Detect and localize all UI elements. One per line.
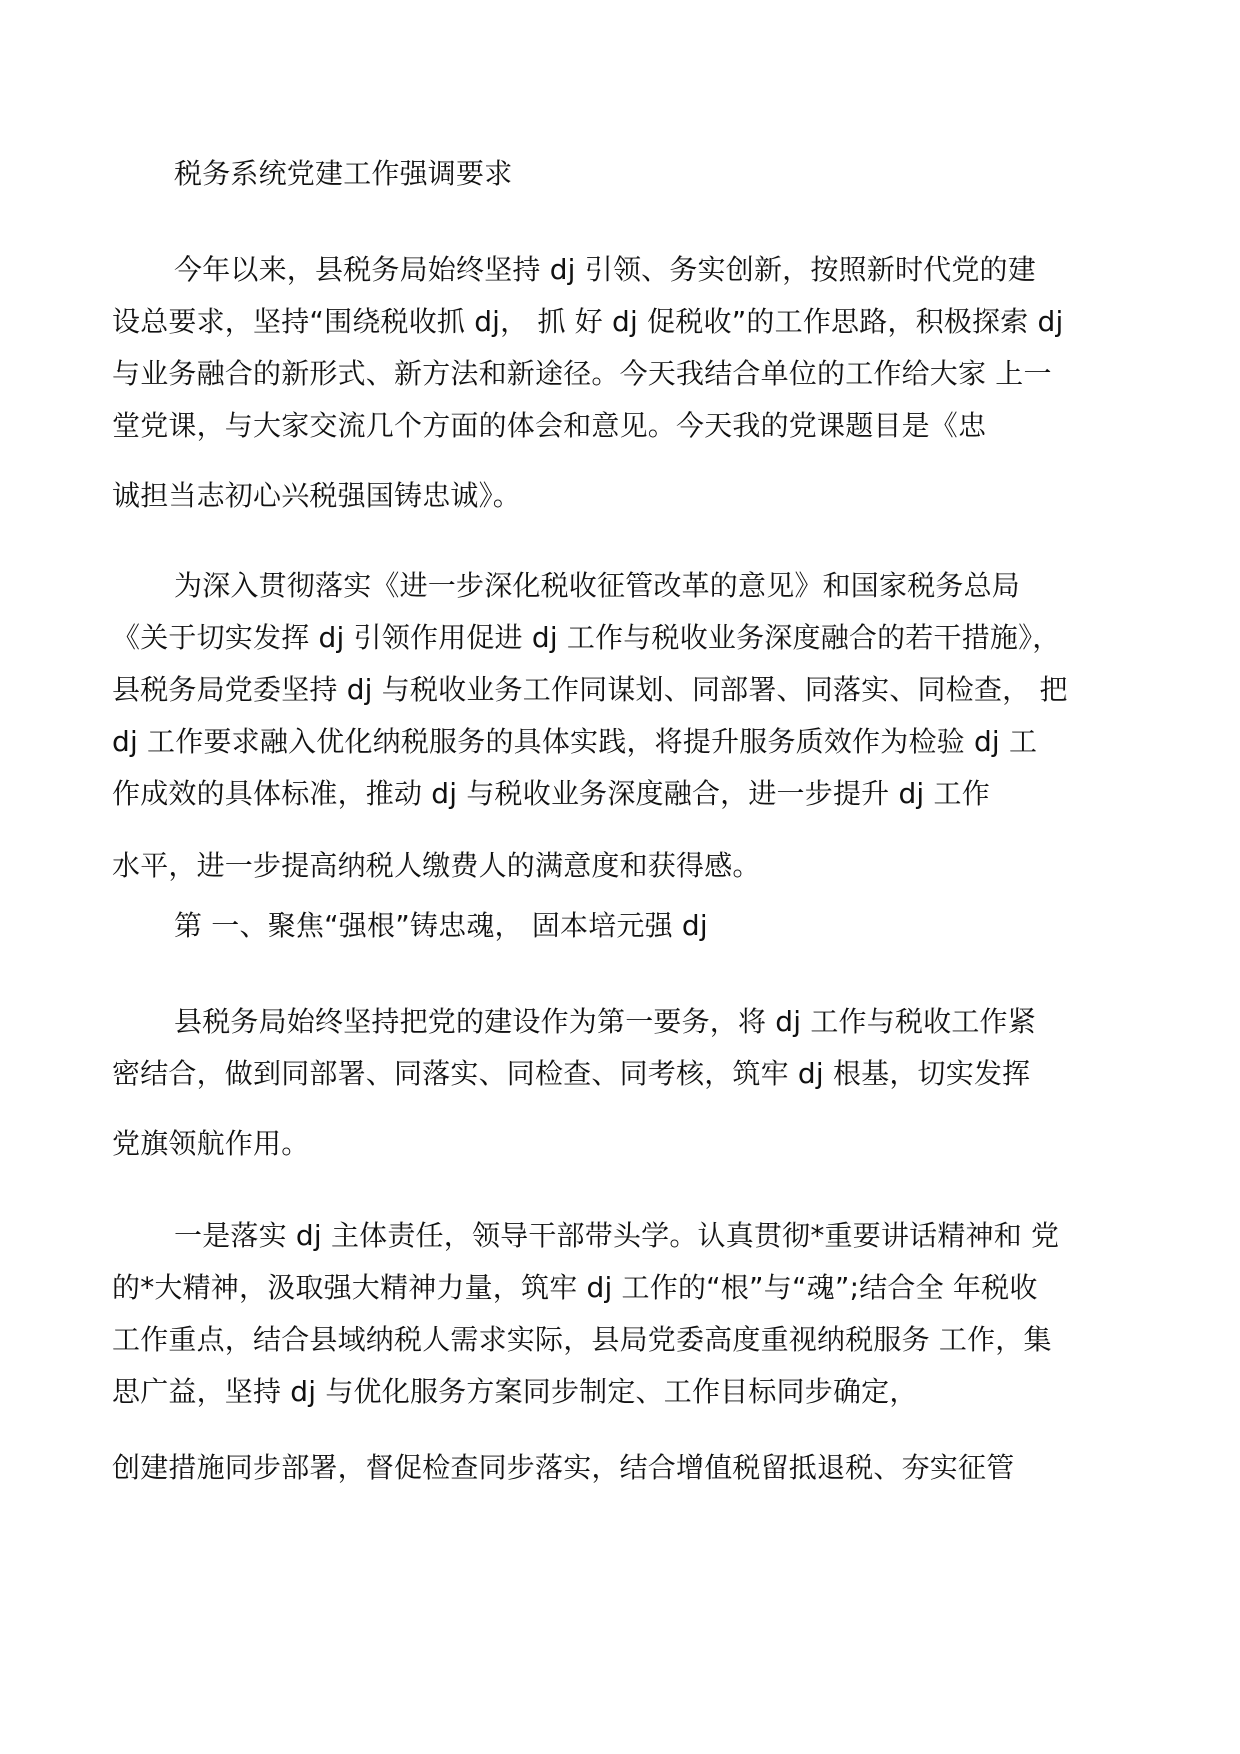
paragraph-line: 堂党课，与大家交流几个方面的体会和意见。今天我的党课题目是《忠 xyxy=(112,409,987,442)
paragraph-line: 一是落实 dj 主体责任，领导干部带头学。认真贯彻*重要讲话精神和 党 xyxy=(174,1219,1060,1252)
paragraph-line: 党旗领航作用。 xyxy=(112,1127,310,1160)
paragraph-line: 《关于切实发挥 dj 引领作用促进 dj 工作与税收业务深度融合的若干措施》， xyxy=(112,621,1061,654)
paragraph-line: 县税务局始终坚持把党的建设作为第一要务，将 dj 工作与税收工作紧 xyxy=(174,1005,1036,1038)
paragraph-line: 思广益，坚持 dj 与优化服务方案同步制定、工作目标同步确定， xyxy=(112,1375,918,1408)
document-title: 税务系统党建工作强调要求 xyxy=(174,157,513,190)
paragraph-line: 为深入贯彻落实《进一步深化税收征管改革的意见》和国家税务总局 xyxy=(174,569,1021,602)
paragraph-line: 密结合，做到同部署、同落实、同检查、同考核，筑牢 dj 根基，切实发挥 xyxy=(112,1057,1031,1090)
section-heading: 第 一、聚焦“强根”铸忠魂， 固本培元强 dj xyxy=(174,909,708,942)
paragraph-line: 工作重点，结合县域纳税人需求实际，县局党委高度重视纳税服务 工作，集 xyxy=(112,1323,1052,1356)
paragraph-line: 设总要求，坚持“围绕税收抓 dj， 抓 好 dj 促税收”的工作思路，积极探索 dj xyxy=(112,305,1064,338)
paragraph-line: 今年以来，县税务局始终坚持 dj 引领、务实创新，按照新时代党的建 xyxy=(174,253,1036,286)
paragraph-line: dj 工作要求融入优化纳税服务的具体实践，将提升服务质效作为检验 dj 工 xyxy=(112,725,1038,758)
paragraph-line: 水平，进一步提高纳税人缴费人的满意度和获得感。 xyxy=(112,849,761,882)
paragraph-line: 诚担当志初心兴税强国铸忠诚》。 xyxy=(112,479,522,512)
paragraph-line: 与业务融合的新形式、新方法和新途径。今天我结合单位的工作给大家 上一 xyxy=(112,357,1052,390)
paragraph-line: 作成效的具体标准，推动 dj 与税收业务深度融合，进一步提升 dj 工作 xyxy=(112,777,990,810)
paragraph-line: 的*大精神，汲取强大精神力量，筑牢 dj 工作的“根”与“魂”;结合全 年税收 xyxy=(112,1271,1038,1304)
paragraph-line: 创建措施同步部署，督促检查同步落实，结合增值税留抵退税、夯实征管 xyxy=(112,1451,1015,1484)
paragraph-line: 县税务局党委坚持 dj 与税收业务工作同谋划、同部署、同落实、同检查， 把 xyxy=(112,673,1068,706)
